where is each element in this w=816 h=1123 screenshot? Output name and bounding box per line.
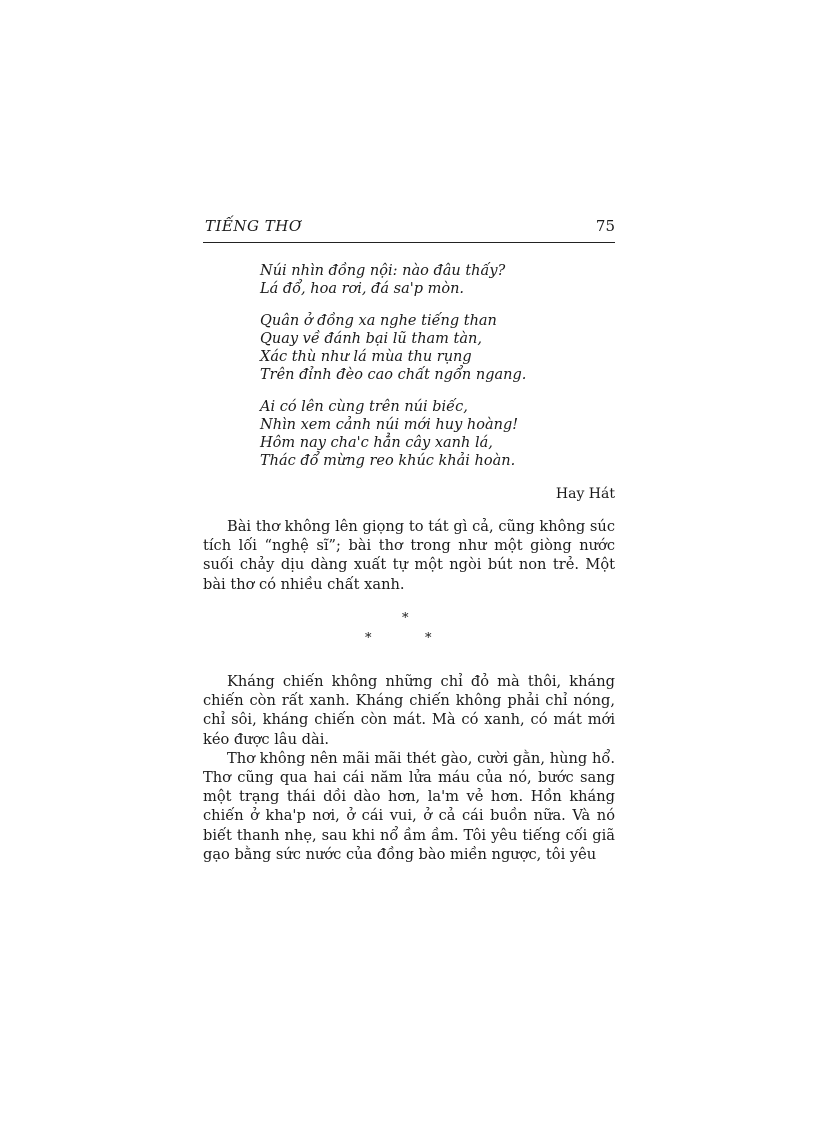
- running-head: TIẾNG THƠ: [205, 217, 302, 235]
- poem-line: Trên đỉnh đèo cao chất ngổn ngang.: [260, 367, 527, 383]
- separator-star: *: [425, 631, 432, 646]
- poem-author: Hay Hát: [555, 486, 615, 502]
- poem-line: Thác đổ mừng reo khúc khải hoàn.: [260, 453, 516, 469]
- body-paragraph: Kháng chiến không những chỉ đỏ mà thôi, kháng chiến còn rất xanh. Kháng chiến không phải chỉ nóng, chỉ sôi, kháng chiến còn mát. Mà có xanh, có mát mới kéo được lâu dài.: [203, 673, 615, 748]
- poem-line: Ai có lên cùng trên núi biếc,: [260, 399, 468, 415]
- poem-stanza-1: [260, 262, 600, 298]
- poem-stanza-2: [260, 312, 600, 384]
- commentary-block: [203, 517, 615, 594]
- section-separator: [360, 612, 460, 648]
- body-paragraph: Thơ không nên mãi mãi thét gào, cười gằn, hùng hổ. Thơ cũng qua hai cái năm lửa máu của nó, bước sang một trạng thái dồi dào hơn, la'm vẻ hơn. Hồn kháng chiến ở kha'p nơi, ở cái vui, ở cả cái buồn nữa. Và nó biết thanh nhẹ, sau khi nổ ầm ầm. Tôi yêu tiếng cối giã gạo bằng sức nước của đồng bào miền ngược, tôi yêu: [203, 749, 615, 863]
- poem: [260, 262, 600, 484]
- page-header: [203, 216, 615, 243]
- poem-line: Quay về đánh bại lũ tham tàn,: [260, 331, 482, 347]
- poem-stanza-3: [260, 398, 600, 470]
- separator-star: *: [365, 631, 372, 646]
- body-text: [203, 672, 615, 864]
- poem-line: Xác thù như lá mùa thu rụng: [260, 349, 472, 365]
- poem-line: Hôm nay cha'c hẳn cây xanh lá,: [260, 435, 493, 451]
- poem-line: Quân ở đồng xa nghe tiếng than: [260, 313, 497, 329]
- poem-line: Nhìn xem cảnh núi mới huy hoàng!: [260, 417, 519, 433]
- page-number: 75: [595, 217, 615, 235]
- poem-line: Núi nhìn đồng nội: nào đâu thấy?: [260, 263, 506, 279]
- poem-line: Lá đổ, hoa rơi, đá sa'p mòn.: [260, 281, 465, 297]
- separator-star: *: [402, 611, 409, 626]
- commentary-paragraph: Bài thơ không lên giọng to tát gì cả, cũng không súc tích lối “nghệ sĩ”; bài thơ trong như một giòng nước suối chảy dịu dàng xuất tự một ngòi bút non trẻ. Một bài thơ có nhiều chất xanh.: [203, 518, 615, 593]
